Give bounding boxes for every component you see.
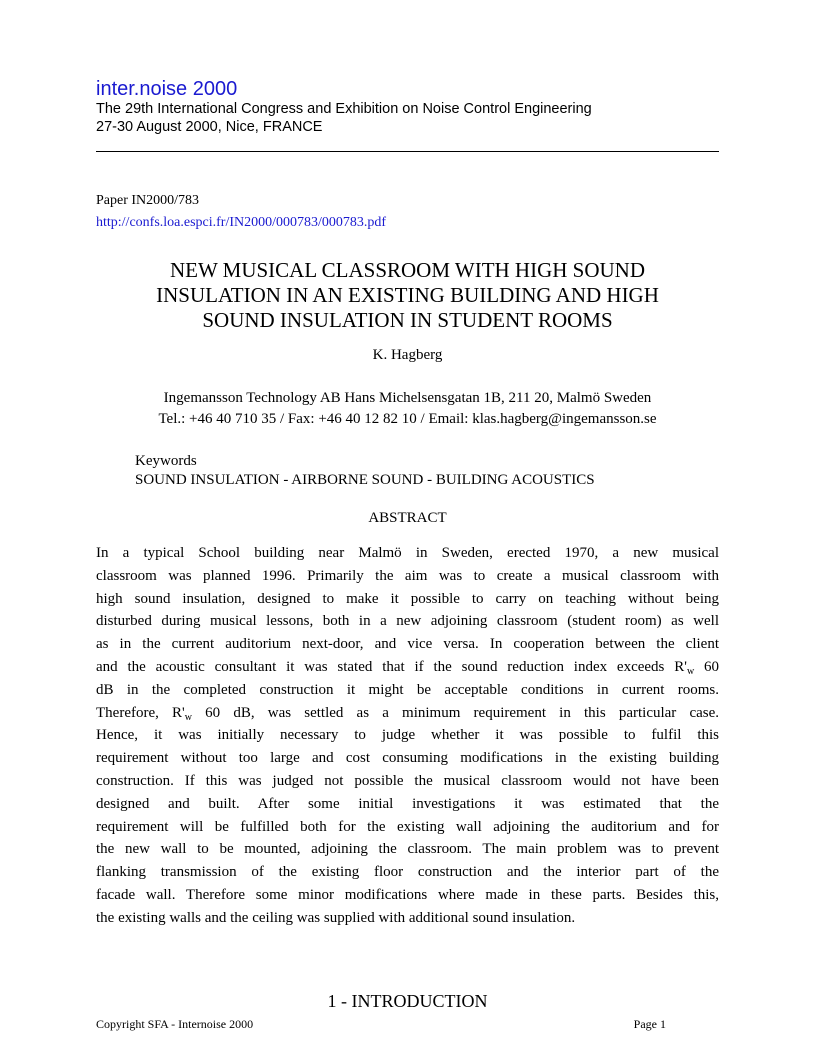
footer-page-number: Page 1 bbox=[633, 1017, 666, 1031]
title-line: NEW MUSICAL CLASSROOM WITH HIGH SOUND bbox=[169, 258, 646, 282]
rw-symbol: $R'_w$ bbox=[172, 704, 192, 723]
affiliation-address: Ingemansson Technology AB Hans Michelsensgatan 1B, 211 20, Malmö Sweden bbox=[163, 390, 652, 406]
abstract-line: Hence, it was initially necessary to judge whether it was possible to fulfil this bbox=[96, 727, 719, 744]
abstract-line: facade wall. Therefore some minor modifications where made in these parts. Besides this, bbox=[96, 886, 719, 903]
conference-dates: 27-30 August 2000, Nice, FRANCE bbox=[96, 119, 323, 135]
abstract-line: requirement will be fulfilled both for the existing wall adjoining the auditorium and for bbox=[96, 818, 719, 835]
abstract-line: requirement without too large and cost consuming modifications in the existing building bbox=[96, 750, 719, 767]
keywords bbox=[135, 452, 595, 490]
abstract-line: flanking transmission of the existing floor construction and the interior part of the bbox=[96, 864, 719, 881]
abstract-line: classroom was planned 1996. Primarily the aim was to create a musical classroom with bbox=[96, 567, 719, 584]
conference-name: inter.noise 2000 bbox=[96, 78, 238, 100]
abstract-line: construction. If this was judged not possible the musical classroom would not have been bbox=[96, 772, 719, 789]
title-line: INSULATION IN AN EXISTING BUILDING AND HIGH bbox=[156, 283, 659, 307]
author: K. Hagberg bbox=[372, 347, 443, 363]
abstract-line: the existing walls and the ceiling was supplied with additional sound insulation. bbox=[96, 909, 576, 926]
affiliation bbox=[96, 388, 719, 430]
abstract-line: designed and built. After some initial investigations it was estimated that the bbox=[96, 795, 719, 812]
abstract-text: 60 dB, was settled as a minimum requirement in this particular case. bbox=[205, 704, 720, 721]
abstract-line bbox=[96, 656, 719, 679]
keywords-label: Keywords bbox=[135, 453, 197, 469]
conference-subtitle: The 29th International Congress and Exhibition on Noise Control Engineering bbox=[96, 101, 592, 117]
conference-header bbox=[96, 78, 720, 136]
abstract-line: In a typical School building near Malmö in Sweden, erected 1970, a new musical bbox=[96, 545, 719, 561]
abstract-line: disturbed during musical lessons, both in a new adjoining classroom (student room) as well bbox=[96, 613, 719, 630]
rw-symbol: $R'_w$ bbox=[674, 658, 695, 677]
title-line: SOUND INSULATION IN STUDENT ROOMS bbox=[202, 308, 613, 332]
abstract-line: dB in the completed construction it might be acceptable conditions in current rooms. bbox=[96, 681, 719, 698]
abstract-line: high sound insulation, designed to make it possible to carry on teaching without being bbox=[96, 590, 719, 607]
abstract-text: 60 bbox=[704, 658, 719, 675]
abstract-line: as in the current auditorium next-door, and vice versa. In cooperation between the client bbox=[96, 636, 719, 653]
abstract-line bbox=[96, 702, 719, 725]
abstract-body bbox=[96, 542, 719, 930]
abstract-text: Therefore, bbox=[96, 704, 159, 721]
section-heading-introduction: 1 - INTRODUCTION bbox=[327, 991, 488, 1011]
abstract-text: and the acoustic consultant it was stated that if the sound reduction index exceeds bbox=[96, 658, 665, 675]
abstract-heading: ABSTRACT bbox=[368, 510, 447, 526]
affiliation-contact: Tel.: +46 40 710 35 / Fax: +46 40 12 82 10 / Email: klas.hagberg@ingemansson.se bbox=[158, 411, 657, 427]
paper-url-link[interactable]: http://confs.loa.espci.fr/IN2000/000783/000783.pdf bbox=[96, 215, 387, 230]
paper-title bbox=[96, 258, 719, 333]
paper-id: Paper IN2000/783 bbox=[96, 193, 200, 208]
header-divider bbox=[96, 151, 719, 152]
abstract-line: the new wall to be mounted, adjoining the classroom. The main problem was to prevent bbox=[96, 841, 719, 858]
footer-copyright: Copyright SFA - Internoise 2000 bbox=[96, 1017, 254, 1031]
keywords-value: SOUND INSULATION - AIRBORNE SOUND - BUILDING ACOUSTICS bbox=[135, 472, 595, 488]
